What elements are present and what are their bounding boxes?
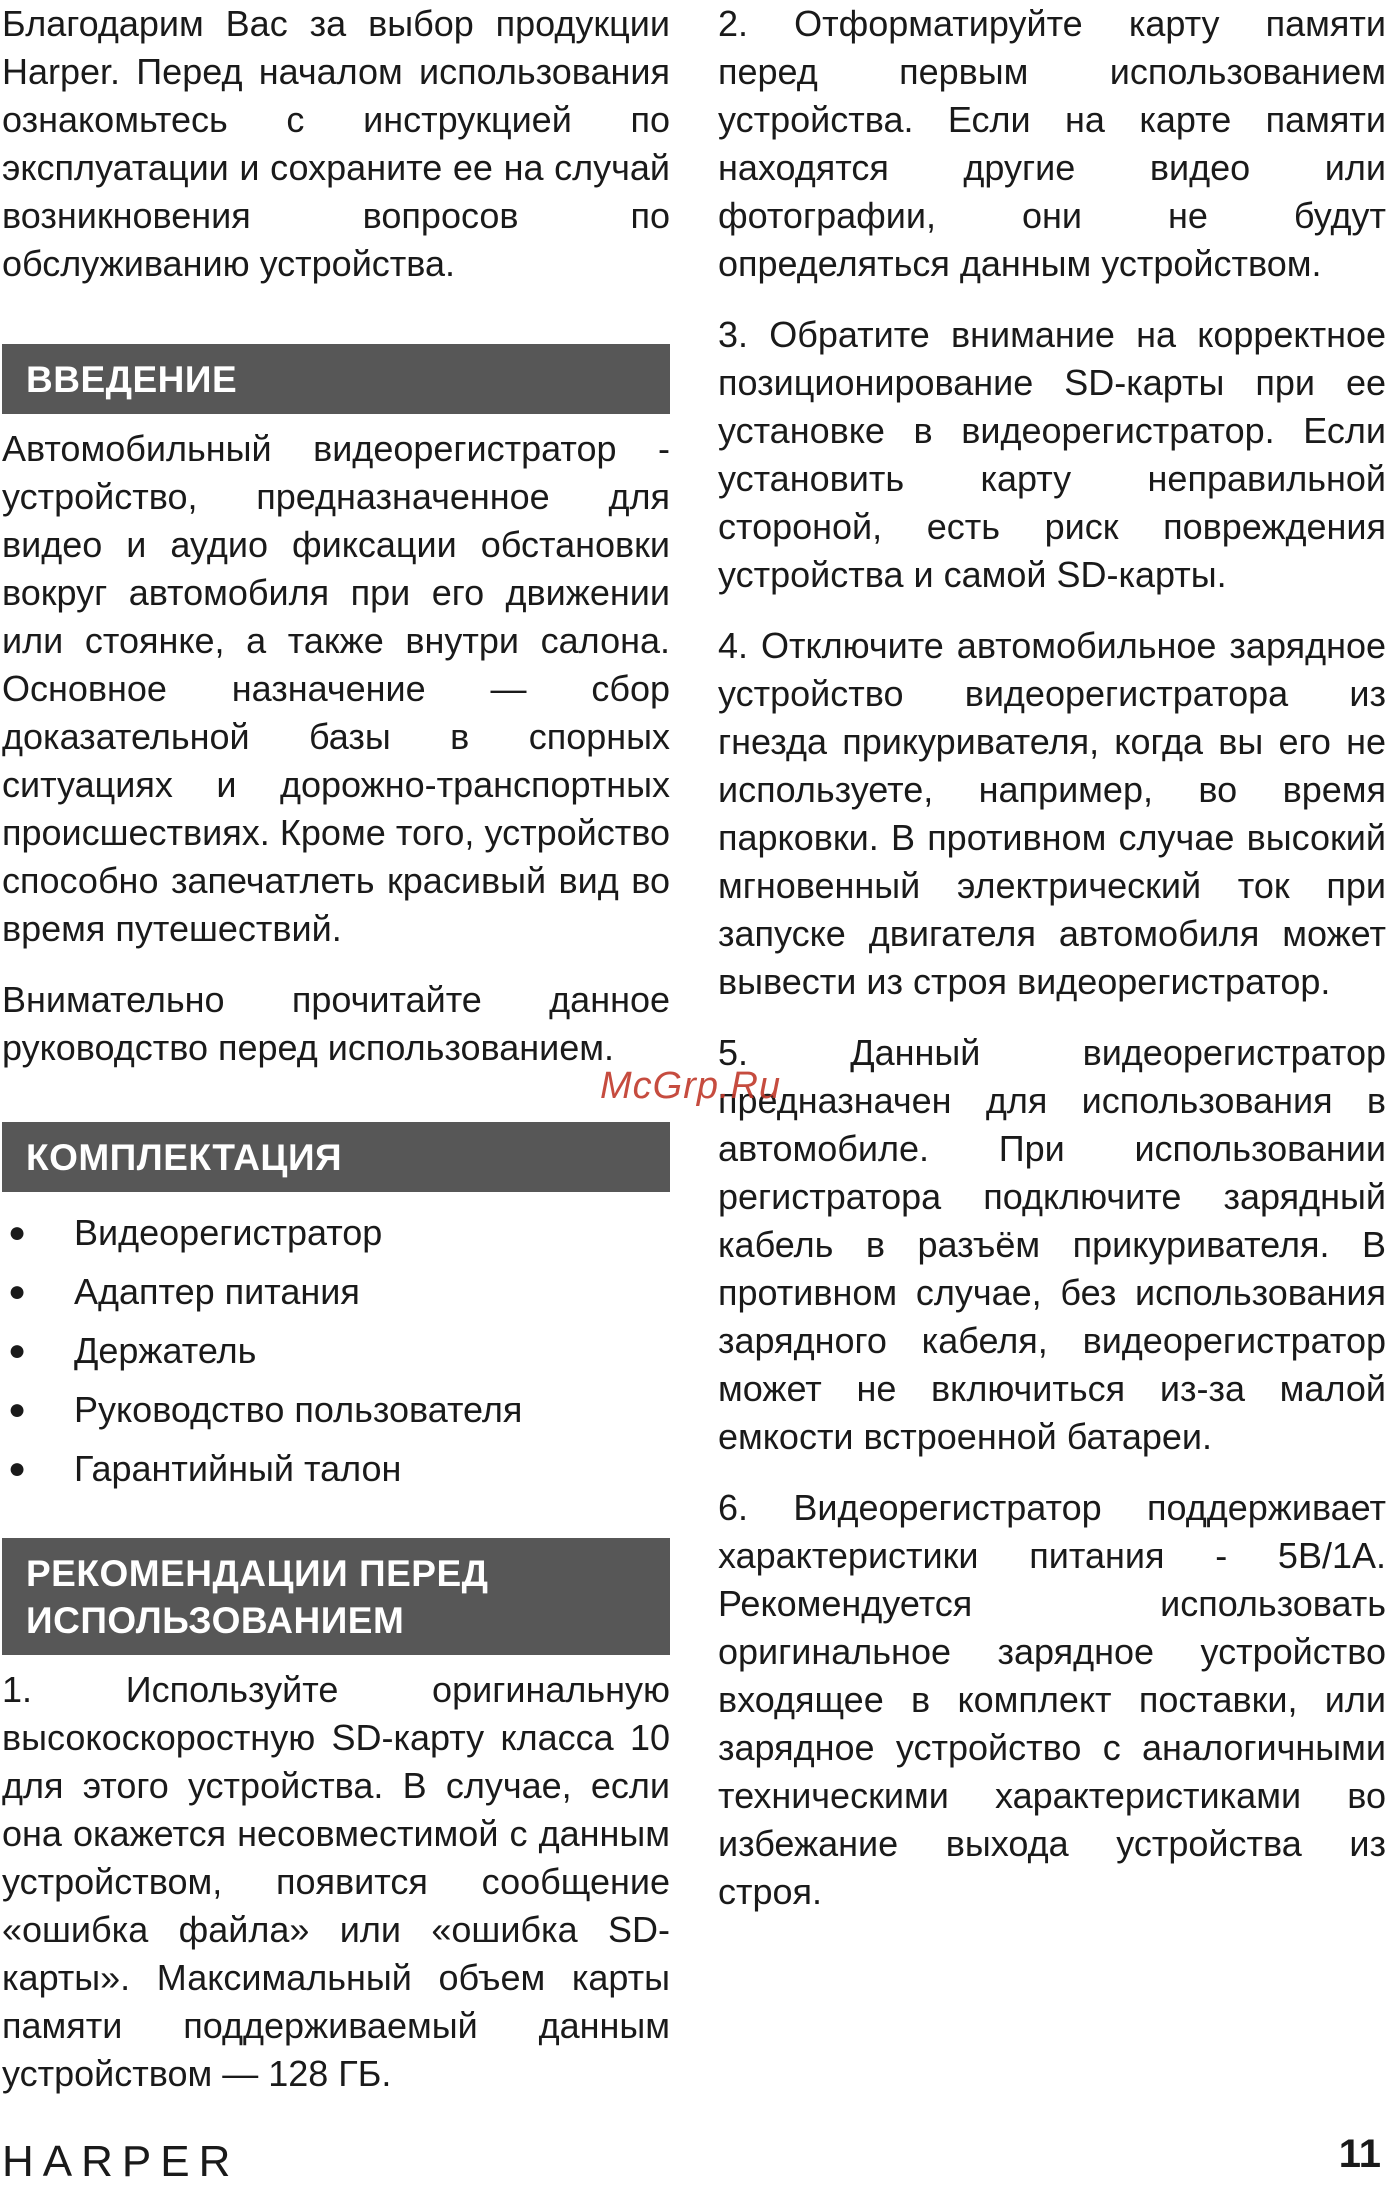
watermark: McGrp.Ru [600,1065,782,1107]
recommendation-4: 4. Отключите автомобильное зарядное устройство видеорегистратора из гнезда прикуривателя, когда вы его не используете, например, во время парковки. В противном случае высокий мгновенный электрический ток при запуске двигателя автомобиля может вывести из строя видеорегистратор. [718,625,1386,1002]
section-header-introduction: ВВЕДЕНИЕ [2,344,670,414]
left-column [2,0,670,2121]
kit-list-item [2,1380,670,1439]
kit-list-item [2,1262,670,1321]
bullet-icon: ● [8,1334,27,1367]
harper-logo: HARPER [2,2137,240,2186]
recommendation-5: 5. Данный видеорегистратор предназначен для использования в автомобиле. При использовании регистратора подключите зарядный кабель в разъём прикуривателя. В противном случае, без использования зарядного кабеля, видеорегистратор может не включиться из-за малой емкости встроенной батареи. [718,1032,1386,1457]
recommendation-6: 6. Видеорегистратор поддерживает характеристики питания - 5В/1А. Рекомендуется использовать оригинальное зарядное устройство входящее в комплект поставки, или зарядное устройство с аналогичными техническими характеристиками во избежание выхода устройства из строя. [718,1487,1386,1912]
section-header-kit: КОМПЛЕКТАЦИЯ [2,1122,670,1192]
recommendation-2: 2. Отформатируйте карту памяти перед первым использованием устройства. Если на карте памяти находятся другие видео или фотографии, они не будут определяться данным устройством. [718,3,1386,284]
recommendation-3: 3. Обратите внимание на корректное позиционирование SD-карты при ее установке в видеорегистратор. Если установить карту неправильной стороной, есть риск повреждения устройства и самой SD-карты. [718,314,1386,595]
kit-item-label: Адаптер питания [74,1271,360,1312]
kit-item-label: Гарантийный талон [74,1448,402,1489]
kit-item-label: Руководство пользователя [74,1389,523,1430]
introduction-paragraph-2: Внимательно прочитайте данное руководство перед использованием. [2,979,670,1068]
kit-list [2,1203,670,1498]
kit-list-item [2,1203,670,1262]
kit-item-label: Держатель [74,1330,257,1371]
right-column [718,0,1386,1939]
kit-list-item [2,1439,670,1498]
bullet-icon: ● [8,1393,27,1426]
bullet-icon: ● [8,1452,27,1485]
bullet-icon: ● [8,1216,27,1249]
section-header-recommendations: РЕКОМЕНДАЦИИ ПЕРЕД ИСПОЛЬЗОВАНИЕМ [2,1538,670,1655]
kit-list-item [2,1321,670,1380]
page-number: 11 [1338,2132,1381,2176]
bullet-icon: ● [8,1275,27,1308]
introduction-paragraph-1: Автомобильный видеорегистратор - устройство, предназначенное для видео и аудио фиксации обстановки вокруг автомобиля при его движении или стоянке, а также внутри салона. Основное назначение — сбор доказательной базы в спорных ситуациях и дорожно-транспортных происшествиях. Кроме того, устройство способно запечатлеть красивый вид во время путешествий. [2,428,670,949]
intro-paragraph: Благодарим Вас за выбор продукции Harper. Перед началом использования ознакомьтесь с инструкцией по эксплуатации и сохраните ее на случай возникновения вопросов по обслуживанию устройства. [2,3,670,284]
kit-item-label: Видеорегистратор [74,1212,383,1253]
recommendation-1: 1. Используйте оригинальную высокоскоростную SD-карту класса 10 для этого устройства. В случае, если она окажется несовместимой с данным устройством, появится сообщение «ошибка файла» или «ошибка SD-карты». Максимальный объем карты памяти поддерживаемый данным устройством — 128 ГБ. [2,1669,670,2094]
